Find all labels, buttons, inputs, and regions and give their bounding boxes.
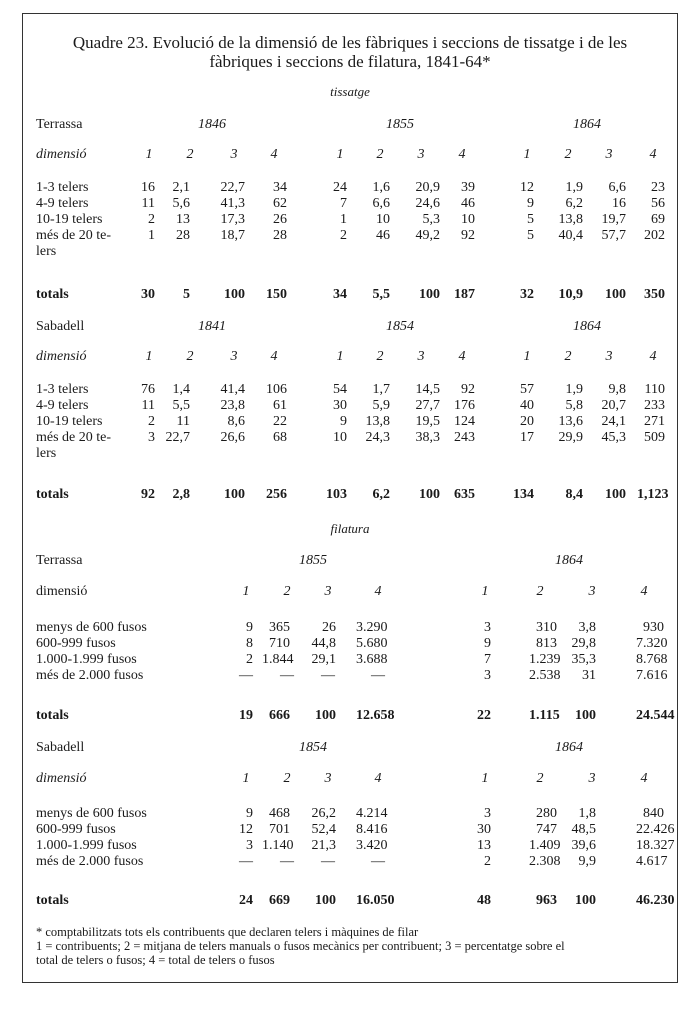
table-cell: 3 [484,620,491,635]
totals-cell: 100 [605,287,626,302]
column-number: 4 [270,349,278,364]
table-cell: 22,7 [220,180,245,195]
column-number: 2 [536,584,544,599]
column-number: 1 [481,771,489,786]
totals-cell: 5 [183,287,190,302]
table-cell: 5.680 [356,636,388,651]
table-cell: 22 [273,414,287,429]
table-cell: 23 [651,180,665,195]
column-number: 3 [324,771,332,786]
totals-cell: 2,8 [172,487,190,502]
table-cell: 40,4 [558,228,583,243]
table-cell: 19,5 [415,414,440,429]
legend-line-2: total de telers o fusos; 4 = total de telers o fusos [36,953,275,967]
table-cell: 1,4 [172,382,190,397]
table-cell: 701 [269,822,290,837]
totals-cell: 100 [419,487,440,502]
dimension-label: dimensió [36,584,88,599]
totals-cell: 100 [315,893,336,908]
row-label: 4-9 telers [36,196,89,211]
year-label: 1841 [198,319,226,334]
year-label: 1846 [198,117,226,132]
table-cell: 20,9 [415,180,440,195]
table-cell: 14,5 [415,382,440,397]
column-number: 2 [536,771,544,786]
table-cell: 9 [340,414,347,429]
table-cell: 26 [273,212,287,227]
table-cell: 9 [246,620,253,635]
totals-label: totals [36,708,69,723]
table-cell: 10 [461,212,475,227]
table-cell: 124 [454,414,475,429]
table-cell: 1,8 [578,806,596,821]
column-number: 3 [605,147,613,162]
table-cell: 92 [461,228,475,243]
table-cell: 3,8 [578,620,596,635]
empty-cell: — [280,854,294,869]
table-cell: 1.239 [529,652,561,667]
totals-cell: 34 [333,287,347,302]
table-cell: 30 [477,822,491,837]
year-label: 1855 [299,553,327,568]
empty-cell: — [239,668,253,683]
table-cell: 2 [340,228,347,243]
dimension-label: dimensió [36,147,87,162]
table-cell: 19,7 [601,212,626,227]
column-number: 1 [523,147,531,162]
table-cell: 29,9 [558,430,583,445]
table-cell: 3.688 [356,652,388,667]
column-number: 1 [336,147,344,162]
table-cell: 27,7 [415,398,440,413]
table-cell: 76 [141,382,155,397]
table-cell: 17,3 [220,212,245,227]
table-cell: 41,4 [220,382,245,397]
column-number: 2 [186,349,194,364]
table-cell: 21,3 [311,838,336,853]
row-label: més de 20 te- [36,430,112,445]
table-cell: 40 [520,398,534,413]
totals-cell: 1,123 [637,487,669,502]
table-cell: 12 [239,822,253,837]
column-number: 3 [605,349,613,364]
table-cell: 110 [644,382,665,397]
table-cell: 8 [246,636,253,651]
totals-cell: 92 [141,487,155,502]
dimension-label: dimensió [36,349,87,364]
table-cell: 9,9 [578,854,596,869]
table-cell: 9 [484,636,491,651]
table-cell: 22.426 [636,822,675,837]
empty-cell: — [321,854,335,869]
column-number: 4 [458,349,466,364]
table-cell: 46 [461,196,475,211]
totals-cell: 150 [266,287,287,302]
table-cell: 9,8 [608,382,626,397]
totals-cell: 256 [266,487,287,502]
table-cell: 1.409 [529,838,561,853]
table-cell: 49,2 [415,228,440,243]
row-label-cont: lers [36,244,57,259]
totals-cell: 100 [419,287,440,302]
table-cell: 1,9 [565,382,583,397]
empty-cell: — [239,854,253,869]
year-label: 1855 [386,117,414,132]
table-cell: 8.416 [356,822,388,837]
row-label: més de 20 te- [36,228,112,243]
table-cell: 280 [536,806,557,821]
table-cell: 54 [333,382,347,397]
column-number: 4 [649,147,657,162]
row-label: 10-19 telers [36,414,103,429]
column-number: 1 [145,147,153,162]
table-cell: 5,6 [172,196,190,211]
table-cell: 1,6 [372,180,390,195]
table-cell: 10 [376,212,390,227]
table-cell: 8,6 [227,414,245,429]
town-label: Sabadell [36,740,85,755]
table-cell: 61 [273,398,287,413]
table-cell: 92 [461,382,475,397]
table-cell: 29,1 [311,652,336,667]
table-cell: 4.617 [636,854,668,869]
row-label: 1.000-1.999 fusos [36,838,137,853]
totals-cell: 134 [513,487,534,502]
table-cell: 3 [484,668,491,683]
table-cell: 2.538 [529,668,561,683]
table-cell: 44,8 [311,636,336,651]
table-cell: 68 [273,430,287,445]
section-label-filatura: filatura [330,521,370,536]
table-cell: 24,3 [365,430,390,445]
column-number: 4 [374,584,382,599]
section-label-tissatge: tissatge [330,84,370,99]
table-cell: 5,5 [172,398,190,413]
table-cell: 5,9 [372,398,390,413]
table-cell: 16 [612,196,626,211]
table-cell: 310 [536,620,557,635]
row-label: 600-999 fusos [36,822,116,837]
table-cell: 747 [536,822,557,837]
totals-label: totals [36,287,69,302]
table-cell: 7 [484,652,491,667]
table-cell: 1,9 [565,180,583,195]
totals-cell: 32 [520,287,534,302]
table-cell: 24,6 [415,196,440,211]
legend-line-1: 1 = contribuents; 2 = mitjana de telers manuals o fusos mecànics per contribuent; 3 = percentatge sobre el [36,939,565,953]
column-number: 4 [374,771,382,786]
table-cell: 2 [484,854,491,869]
table-cell: 9 [246,806,253,821]
row-label: 1-3 telers [36,382,89,397]
table-cell: 176 [454,398,475,413]
column-number: 3 [230,349,238,364]
table-cell: 16 [141,180,155,195]
table-cell: 48,5 [571,822,596,837]
totals-cell: 350 [644,287,665,302]
empty-cell: — [280,668,294,683]
table-cell: 1 [148,228,155,243]
column-number: 2 [376,147,384,162]
totals-cell: 6,2 [372,487,390,502]
row-label: menys de 600 fusos [36,806,147,821]
table-cell: 6,6 [372,196,390,211]
year-label: 1864 [555,553,583,568]
totals-cell: 12.658 [356,708,395,723]
town-label: Terrassa [36,117,83,132]
year-label: 1864 [573,117,601,132]
totals-cell: 100 [575,893,596,908]
table-cell: 468 [269,806,290,821]
table-cell: 5 [527,228,534,243]
totals-cell: 100 [224,487,245,502]
table-cell: 29,8 [571,636,596,651]
totals-cell: 635 [454,487,475,502]
year-label: 1854 [386,319,414,334]
table-cell: 24,1 [601,414,626,429]
column-number: 4 [458,147,466,162]
column-number: 2 [376,349,384,364]
table-cell: 3 [484,806,491,821]
totals-cell: 187 [454,287,475,302]
table-cell: 26,6 [220,430,245,445]
column-number: 3 [588,771,596,786]
column-number: 4 [640,584,648,599]
table-cell: 365 [269,620,290,635]
column-number: 1 [145,349,153,364]
totals-cell: 10,9 [558,287,583,302]
totals-cell: 19 [239,708,253,723]
totals-label: totals [36,893,69,908]
table-cell: 3 [246,838,253,853]
year-label: 1864 [555,740,583,755]
table-cell: 57 [520,382,534,397]
table-cell: 4.214 [356,806,388,821]
row-label: 600-999 fusos [36,636,116,651]
column-number: 2 [186,147,194,162]
table-cell: 26 [322,620,336,635]
column-number: 2 [283,584,291,599]
table-cell: 34 [273,180,287,195]
table-cell: 24 [333,180,347,195]
town-label: Terrassa [36,553,83,568]
empty-cell: — [371,854,385,869]
column-number: 1 [242,584,250,599]
totals-cell: 666 [269,708,290,723]
table-cell: 813 [536,636,557,651]
table-cell: 509 [644,430,665,445]
table-cell: 1,7 [372,382,390,397]
table-cell: 710 [269,636,290,651]
table-cell: 38,3 [415,430,440,445]
table-cell: 2.308 [529,854,561,869]
column-number: 2 [564,147,572,162]
table-cell: 5 [527,212,534,227]
totals-cell: 100 [315,708,336,723]
dimension-label: dimensió [36,771,87,786]
table-cell: 30 [333,398,347,413]
totals-cell: 100 [605,487,626,502]
table-cell: 930 [643,620,664,635]
totals-cell: 24.544 [636,708,675,723]
totals-cell: 24 [239,893,253,908]
table-cell: 840 [643,806,664,821]
totals-cell: 16.050 [356,893,395,908]
table-cell: 45,3 [601,430,626,445]
table-cell: 8.768 [636,652,668,667]
table-cell: 20 [520,414,534,429]
table-cell: 3 [148,430,155,445]
table-cell: 41,3 [220,196,245,211]
row-label: més de 2.000 fusos [36,668,144,683]
table-cell: 7.616 [636,668,668,683]
totals-label: totals [36,487,69,502]
table-cell: 28 [176,228,190,243]
table-cell: 271 [644,414,665,429]
totals-cell: 48 [477,893,491,908]
table-cell: 3.420 [356,838,388,853]
row-label-cont: lers [36,446,57,461]
table-cell: 57,7 [601,228,626,243]
column-number: 4 [640,771,648,786]
table-cell: 18,7 [220,228,245,243]
table-cell: 28 [273,228,287,243]
table-cell: 202 [644,228,665,243]
totals-cell: 669 [269,893,290,908]
table-title-line-2: fàbriques i seccions de filatura, 1841-64* [209,52,491,71]
table-cell: 13 [176,212,190,227]
table-title-line-1: Quadre 23. Evolució de la dimensió de les fàbriques i seccions de tissatge i de les [72,33,628,52]
table-cell: 69 [651,212,665,227]
row-label: més de 2.000 fusos [36,854,144,869]
totals-cell: 8,4 [565,487,583,502]
table-cell: 243 [454,430,475,445]
table-cell: 106 [266,382,287,397]
column-number: 4 [270,147,278,162]
row-label: 4-9 telers [36,398,89,413]
table-cell: 12 [520,180,534,195]
table-cell: 6,6 [608,180,626,195]
table-cell: 3.290 [356,620,388,635]
column-number: 1 [242,771,250,786]
empty-cell: — [321,668,335,683]
column-number: 1 [523,349,531,364]
table-cell: 5,3 [422,212,440,227]
totals-cell: 30 [141,287,155,302]
totals-cell: 100 [575,708,596,723]
table-cell: 11 [141,398,155,413]
table-cell: 10 [333,430,347,445]
year-label: 1864 [573,319,601,334]
table-cell: 18.327 [636,838,675,853]
empty-cell: — [371,668,385,683]
column-number: 2 [283,771,291,786]
column-number: 3 [324,584,332,599]
row-label: 1.000-1.999 fusos [36,652,137,667]
table-cell: 1 [340,212,347,227]
row-label: 1-3 telers [36,180,89,195]
table-cell: 13,8 [365,414,390,429]
table-cell: 52,4 [311,822,336,837]
totals-cell: 963 [536,893,557,908]
table-cell: 2,1 [172,180,190,195]
totals-cell: 5,5 [372,287,390,302]
table-cell: 35,3 [571,652,596,667]
table-cell: 56 [651,196,665,211]
totals-cell: 103 [326,487,347,502]
table-cell: 23,8 [220,398,245,413]
table-cell: 46 [376,228,390,243]
table-cell: 26,2 [311,806,336,821]
column-number: 1 [481,584,489,599]
column-number: 3 [230,147,238,162]
totals-cell: 100 [224,287,245,302]
table-cell: 5,8 [565,398,583,413]
totals-cell: 46.230 [636,893,675,908]
table-cell: 1.844 [262,652,294,667]
table-cell: 233 [644,398,665,413]
table-cell: 13,8 [558,212,583,227]
column-number: 2 [564,349,572,364]
table-cell: 2 [148,212,155,227]
table-cell: 17 [520,430,534,445]
table-cell: 13,6 [558,414,583,429]
row-label: menys de 600 fusos [36,620,147,635]
column-number: 3 [417,349,425,364]
table-cell: 11 [141,196,155,211]
table-cell: 62 [273,196,287,211]
table-cell: 6,2 [565,196,583,211]
table-cell: 20,7 [601,398,626,413]
table-cell: 13 [477,838,491,853]
table-cell: 1.140 [262,838,294,853]
table-cell: 11 [176,414,190,429]
table-cell: 31 [582,668,596,683]
table-cell: 7.320 [636,636,668,651]
year-label: 1854 [299,740,327,755]
totals-cell: 22 [477,708,491,723]
totals-cell: 1.115 [529,708,560,723]
row-label: 10-19 telers [36,212,103,227]
footnote: * comptabilitzats tots els contribuents que declaren telers i màquines de filar [36,925,419,939]
table-cell: 9 [527,196,534,211]
town-label: Sabadell [36,319,85,334]
table-cell: 22,7 [165,430,190,445]
table-cell: 2 [246,652,253,667]
column-number: 1 [336,349,344,364]
table-cell: 39,6 [571,838,596,853]
table-cell: 2 [148,414,155,429]
column-number: 3 [588,584,596,599]
table-cell: 7 [340,196,347,211]
column-number: 4 [649,349,657,364]
table-cell: 39 [461,180,475,195]
column-number: 3 [417,147,425,162]
